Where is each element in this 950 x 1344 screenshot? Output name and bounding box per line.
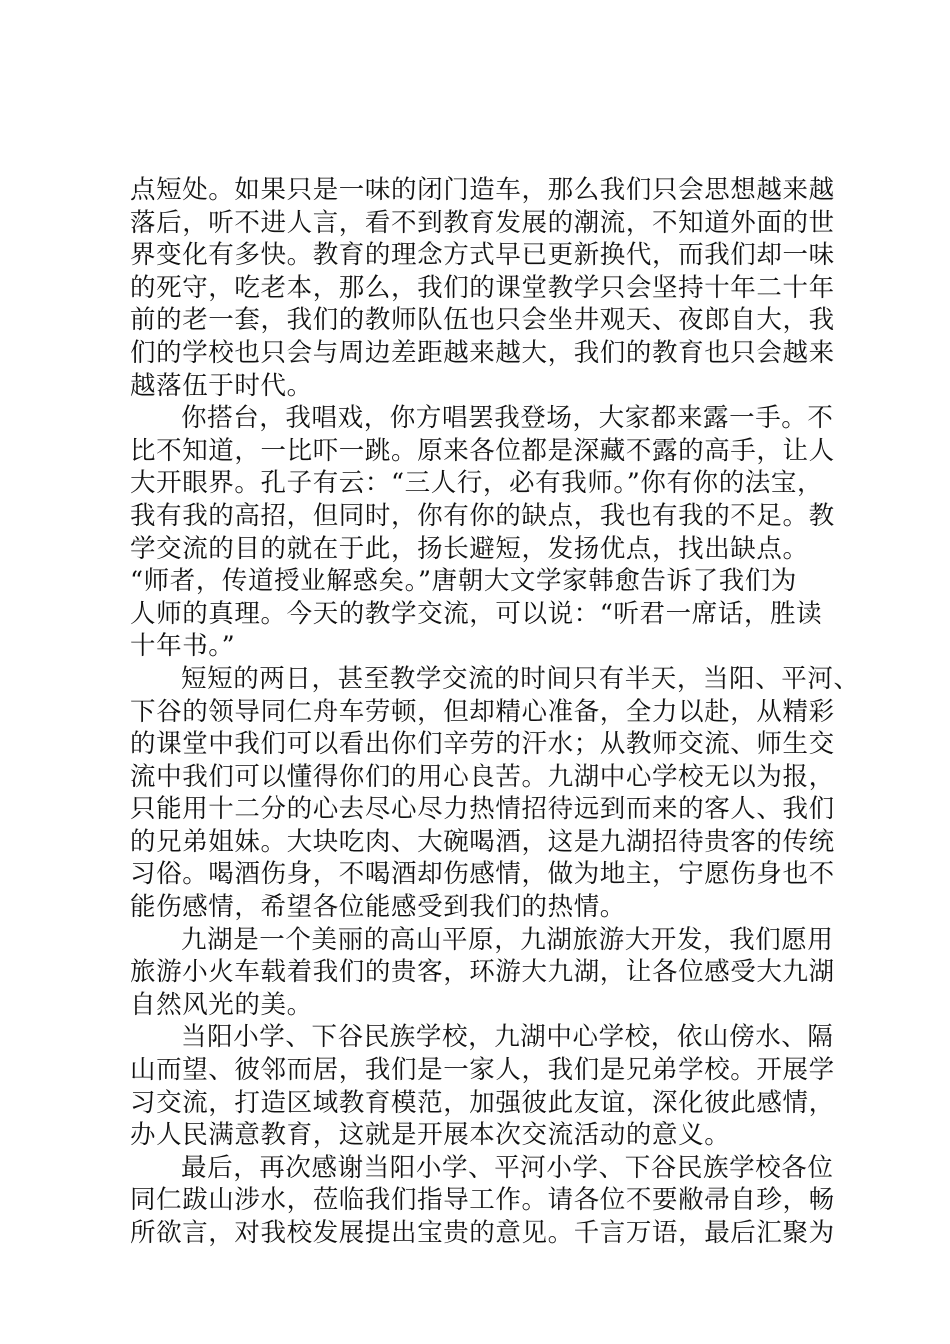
text-line: 我有我的高招，但同时，你有你的缺点，我也有我的不足。教 — [130, 500, 835, 531]
paragraph-3 — [130, 663, 860, 924]
text-line: 山而望、彼邻而居，我们是一家人，我们是兄弟学校。开展学 — [130, 1055, 835, 1086]
text-line: 点短处。如果只是一味的闭门造车，那么我们只会思想越来越 — [130, 175, 835, 205]
text-line: 界变化有多快。教育的理念方式早已更新换代，而我们却一味 — [130, 240, 835, 271]
paragraph-5 — [130, 1021, 835, 1151]
paragraph-1 — [130, 174, 835, 402]
text-line: 的课堂中我们可以看出你们辛劳的汗水；从教师交流、师生交 — [130, 729, 835, 760]
text-line: 落后，听不进人言，看不到教育发展的潮流，不知道外面的世 — [130, 207, 835, 238]
text-line: 自然风光的美。 — [130, 989, 313, 1020]
paragraph-6 — [130, 1152, 835, 1250]
text-line: 习交流，打造区域教育模范，加强彼此友谊，深化彼此感情， — [130, 1087, 835, 1118]
text-line: 的死守，吃老本，那么，我们的课堂教学只会坚持十年二十年 — [130, 272, 835, 303]
text-line: 学交流的目的就在于此，扬长避短，发扬优点，找出缺点。 — [130, 533, 809, 564]
text-line: 大开眼界。孔子有云：“三人行，必有我师。”你有你的法宝， — [130, 468, 824, 499]
text-line: 流中我们可以懂得你们的用心良苦。九湖中心学校无以为报， — [130, 761, 835, 792]
text-line: 人师的真理。今天的教学交流，可以说：“听君一席话，胜读 — [130, 598, 823, 629]
text-line: 比不知道，一比吓一跳。原来各位都是深藏不露的高手，让人 — [130, 435, 835, 466]
text-line: 的兄弟姐妹。大块吃肉、大碗喝酒，这是九湖招待贵客的传统 — [130, 826, 835, 857]
text-line: 短短的两日，甚至教学交流的时间只有半天，当阳、平河、 — [181, 663, 860, 694]
text-line: 前的老一套，我们的教师队伍也只会坐井观天、夜郎自大，我 — [130, 305, 835, 336]
text-line: 最后，再次感谢当阳小学、平河小学、下谷民族学校各位 — [181, 1152, 834, 1183]
text-line: 十年书。” — [130, 631, 236, 662]
paragraph-4 — [130, 924, 835, 1022]
text-line: 习俗。喝酒伤身，不喝酒却伤感情，做为地主，宁愿伤身也不 — [130, 859, 835, 890]
text-line: 你搭台，我唱戏，你方唱罢我登场，大家都来露一手。不 — [181, 403, 834, 434]
text-line: 九湖是一个美丽的高山平原，九湖旅游大开发，我们愿用 — [181, 924, 834, 955]
text-line: 旅游小火车载着我们的贵客，环游大九湖，让各位感受大九湖 — [130, 957, 835, 988]
text-line: 越落伍于时代。 — [130, 370, 313, 401]
text-line: 当阳小学、下谷民族学校，九湖中心学校，依山傍水、隔 — [181, 1022, 834, 1053]
text-line: 所欲言，对我校发展提出宝贵的意见。千言万语，最后汇聚为 — [130, 1218, 835, 1248]
paragraph-2 — [130, 402, 835, 663]
text-line: 同仁跋山涉水，莅临我们指导工作。请各位不要敝帚自珍，畅 — [130, 1185, 835, 1216]
text-line: “师者，传道授业解惑矣。”唐朝大文学家韩愈告诉了我们为 — [130, 566, 798, 597]
text-line: 们的学校也只会与周边差距越来越大，我们的教育也只会越来 — [130, 337, 835, 368]
text-line: 下谷的领导同仁舟车劳顿，但却精心准备，全力以赴，从精彩 — [130, 696, 835, 727]
text-line: 能伤感情，希望各位能感受到我们的热情。 — [130, 892, 626, 923]
text-line: 办人民满意教育，这就是开展本次交流活动的意义。 — [130, 1120, 731, 1151]
document-body — [130, 174, 860, 1250]
text-line: 只能用十二分的心去尽心尽力热情招待远到而来的客人、我们 — [130, 794, 835, 825]
